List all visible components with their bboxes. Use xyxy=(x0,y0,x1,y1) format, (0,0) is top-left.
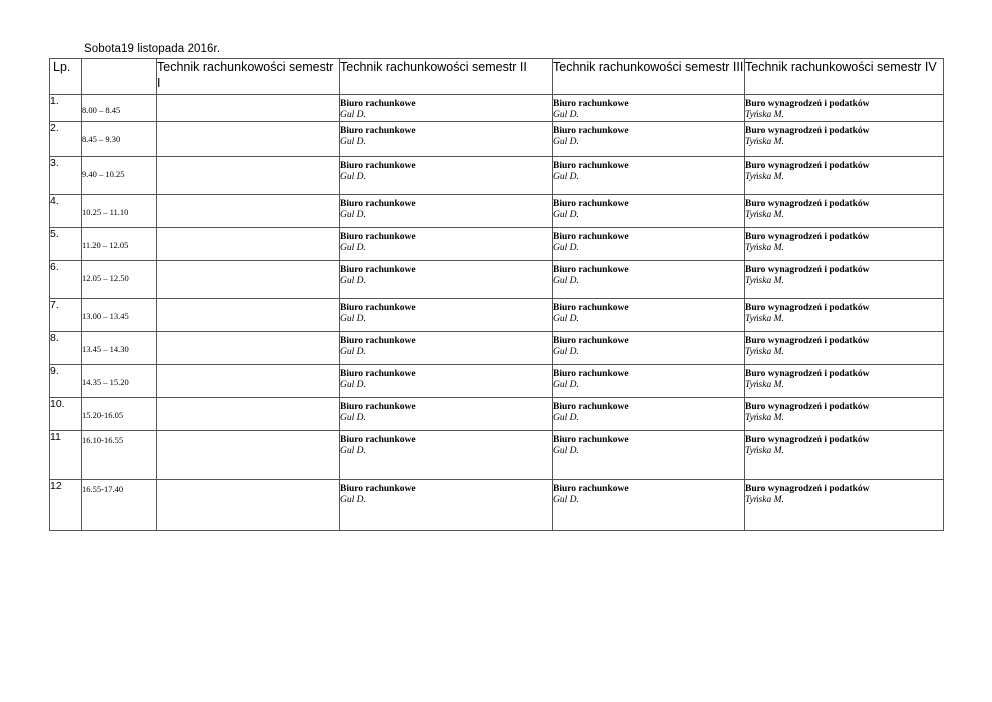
semester-2-cell xyxy=(340,95,553,122)
teacher-name: Gul D. xyxy=(553,413,579,423)
subject-name: Buro wynagrodzeń i podatków xyxy=(745,303,870,313)
lesson-time: 16.10-16.55 xyxy=(82,435,124,445)
teacher-name: Gul D. xyxy=(553,172,579,182)
subject-name: Biuro rachunkowe xyxy=(553,126,629,136)
row-number: 5. xyxy=(50,228,59,240)
row-number-cell xyxy=(50,261,82,299)
time-cell xyxy=(82,95,157,122)
semester-2-cell xyxy=(340,431,553,480)
teacher-name: Gul D. xyxy=(340,172,366,182)
subject-name: Biuro rachunkowe xyxy=(340,265,416,275)
teacher-name: Gul D. xyxy=(340,495,366,505)
lesson-time: 11.20 – 12.05 xyxy=(82,240,129,250)
teacher-name: Gul D. xyxy=(340,314,366,324)
semester-4-cell xyxy=(745,480,944,531)
subject-name: Biuro rachunkowe xyxy=(553,402,629,412)
subject-name: Biuro rachunkowe xyxy=(340,99,416,109)
row-number: 12 xyxy=(50,480,62,492)
semester-3-cell xyxy=(553,157,745,195)
semester-3-cell xyxy=(553,95,745,122)
semester-2-cell xyxy=(340,122,553,157)
time-cell xyxy=(82,365,157,398)
row-number-cell xyxy=(50,122,82,157)
row-number: 8. xyxy=(50,332,59,344)
row-number: 1. xyxy=(50,95,59,107)
schedule-table xyxy=(49,58,944,531)
table-row xyxy=(50,398,944,431)
semester-2-cell xyxy=(340,398,553,431)
teacher-name: Gul D. xyxy=(553,137,579,147)
teacher-name: Tyńska M. xyxy=(745,172,784,182)
lesson-time: 12.05 – 12.50 xyxy=(82,273,129,283)
row-number-cell xyxy=(50,365,82,398)
semester-3-cell xyxy=(553,332,745,365)
teacher-name: Gul D. xyxy=(340,210,366,220)
semester-2-cell xyxy=(340,195,553,228)
semester-3-cell xyxy=(553,365,745,398)
teacher-name: Gul D. xyxy=(553,495,579,505)
table-row xyxy=(50,365,944,398)
table-row xyxy=(50,157,944,195)
semester-2-cell xyxy=(340,332,553,365)
table-row xyxy=(50,261,944,299)
subject-name: Biuro rachunkowe xyxy=(340,369,416,379)
lesson-time: 8.45 – 9.30 xyxy=(82,134,121,144)
subject-name: Biuro rachunkowe xyxy=(340,336,416,346)
row-number-cell xyxy=(50,480,82,531)
teacher-name: Tyńska M. xyxy=(745,276,784,286)
column-header-semester-2: Technik rachunkowości semestr II xyxy=(340,59,553,95)
page-heading: Sobota19 listopada 2016r. xyxy=(84,43,221,55)
row-number: 4. xyxy=(50,195,59,207)
lesson-time: 13.45 – 14.30 xyxy=(82,344,129,354)
teacher-name: Gul D. xyxy=(553,210,579,220)
semester-1-cell xyxy=(157,95,340,122)
table-row xyxy=(50,95,944,122)
semester-1-cell xyxy=(157,365,340,398)
semester-1-cell xyxy=(157,299,340,332)
semester-1-cell xyxy=(157,228,340,261)
semester-3-cell xyxy=(553,431,745,480)
lesson-time: 16.55-17.40 xyxy=(82,484,124,494)
header-row xyxy=(50,59,944,95)
subject-name: Biuro rachunkowe xyxy=(340,199,416,209)
teacher-name: Gul D. xyxy=(340,380,366,390)
subject-name: Biuro rachunkowe xyxy=(340,161,416,171)
subject-name: Buro wynagrodzeń i podatków xyxy=(745,99,870,109)
subject-name: Buro wynagrodzeń i podatków xyxy=(745,402,870,412)
lesson-time: 9.40 – 10.25 xyxy=(82,169,125,179)
teacher-name: Gul D. xyxy=(340,446,366,456)
teacher-name: Gul D. xyxy=(340,110,366,120)
subject-name: Buro wynagrodzeń i podatków xyxy=(745,435,870,445)
row-number-cell xyxy=(50,228,82,261)
teacher-name: Tyńska M. xyxy=(745,446,784,456)
column-header-time xyxy=(82,59,157,95)
teacher-name: Gul D. xyxy=(340,347,366,357)
semester-4-cell xyxy=(745,365,944,398)
subject-name: Buro wynagrodzeń i podatków xyxy=(745,265,870,275)
lesson-time: 14.35 – 15.20 xyxy=(82,377,129,387)
subject-name: Biuro rachunkowe xyxy=(340,484,416,494)
time-cell xyxy=(82,480,157,531)
semester-4-cell xyxy=(745,228,944,261)
teacher-name: Gul D. xyxy=(553,243,579,253)
semester-2-cell xyxy=(340,365,553,398)
row-number-cell xyxy=(50,95,82,122)
teacher-name: Gul D. xyxy=(340,137,366,147)
teacher-name: Tyńska M. xyxy=(745,413,784,423)
subject-name: Biuro rachunkowe xyxy=(553,161,629,171)
table-row xyxy=(50,431,944,480)
semester-2-cell xyxy=(340,261,553,299)
semester-3-cell xyxy=(553,122,745,157)
semester-1-cell xyxy=(157,480,340,531)
subject-name: Biuro rachunkowe xyxy=(553,435,629,445)
table-row xyxy=(50,228,944,261)
subject-name: Buro wynagrodzeń i podatków xyxy=(745,126,870,136)
semester-4-cell xyxy=(745,122,944,157)
semester-4-cell xyxy=(745,332,944,365)
teacher-name: Gul D. xyxy=(340,276,366,286)
semester-1-cell xyxy=(157,122,340,157)
subject-name: Biuro rachunkowe xyxy=(553,232,629,242)
schedule-body xyxy=(50,95,944,531)
lesson-time: 15.20-16.05 xyxy=(82,410,124,420)
semester-1-cell xyxy=(157,332,340,365)
teacher-name: Tyńska M. xyxy=(745,495,784,505)
subject-name: Biuro rachunkowe xyxy=(553,369,629,379)
column-header-semester-4: Technik rachunkowości semestr IV xyxy=(745,59,944,95)
time-cell xyxy=(82,431,157,480)
row-number: 11 xyxy=(50,431,61,443)
subject-name: Buro wynagrodzeń i podatków xyxy=(745,336,870,346)
column-header-lp: Lp. xyxy=(50,59,82,95)
row-number-cell xyxy=(50,431,82,480)
teacher-name: Tyńska M. xyxy=(745,137,784,147)
lesson-time: 8.00 – 8.45 xyxy=(82,105,121,115)
teacher-name: Gul D. xyxy=(553,276,579,286)
teacher-name: Gul D. xyxy=(553,446,579,456)
semester-3-cell xyxy=(553,299,745,332)
semester-2-cell xyxy=(340,480,553,531)
semester-3-cell xyxy=(553,398,745,431)
semester-1-cell xyxy=(157,261,340,299)
row-number-cell xyxy=(50,195,82,228)
semester-1-cell xyxy=(157,398,340,431)
table-row xyxy=(50,299,944,332)
subject-name: Biuro rachunkowe xyxy=(340,126,416,136)
semester-1-cell xyxy=(157,195,340,228)
row-number-cell xyxy=(50,398,82,431)
subject-name: Buro wynagrodzeń i podatków xyxy=(745,484,870,494)
lesson-time: 10.25 – 11.10 xyxy=(82,207,129,217)
subject-name: Buro wynagrodzeń i podatków xyxy=(745,199,870,209)
semester-4-cell xyxy=(745,431,944,480)
semester-4-cell xyxy=(745,195,944,228)
subject-name: Biuro rachunkowe xyxy=(553,303,629,313)
teacher-name: Gul D. xyxy=(553,314,579,324)
semester-4-cell xyxy=(745,299,944,332)
teacher-name: Tyńska M. xyxy=(745,347,784,357)
row-number: 9. xyxy=(50,365,59,377)
time-cell xyxy=(82,195,157,228)
semester-4-cell xyxy=(745,398,944,431)
teacher-name: Gul D. xyxy=(553,380,579,390)
teacher-name: Gul D. xyxy=(340,243,366,253)
subject-name: Biuro rachunkowe xyxy=(340,303,416,313)
table-row xyxy=(50,195,944,228)
semester-4-cell xyxy=(745,157,944,195)
subject-name: Buro wynagrodzeń i podatków xyxy=(745,161,870,171)
semester-3-cell xyxy=(553,480,745,531)
row-number: 10. xyxy=(50,398,65,410)
row-number: 7. xyxy=(50,299,59,311)
teacher-name: Gul D. xyxy=(553,347,579,357)
teacher-name: Tyńska M. xyxy=(745,243,784,253)
subject-name: Buro wynagrodzeń i podatków xyxy=(745,232,870,242)
semester-3-cell xyxy=(553,228,745,261)
semester-4-cell xyxy=(745,95,944,122)
subject-name: Biuro rachunkowe xyxy=(340,232,416,242)
time-cell xyxy=(82,157,157,195)
teacher-name: Gul D. xyxy=(340,413,366,423)
semester-4-cell xyxy=(745,261,944,299)
row-number: 2. xyxy=(50,122,59,134)
subject-name: Biuro rachunkowe xyxy=(553,484,629,494)
semester-2-cell xyxy=(340,228,553,261)
semester-3-cell xyxy=(553,195,745,228)
time-cell xyxy=(82,122,157,157)
subject-name: Biuro rachunkowe xyxy=(553,199,629,209)
time-cell xyxy=(82,299,157,332)
table-row xyxy=(50,122,944,157)
subject-name: Buro wynagrodzeń i podatków xyxy=(745,369,870,379)
table-row xyxy=(50,480,944,531)
semester-2-cell xyxy=(340,157,553,195)
row-number: 3. xyxy=(50,157,59,169)
subject-name: Biuro rachunkowe xyxy=(340,435,416,445)
table-row xyxy=(50,332,944,365)
row-number: 6. xyxy=(50,261,59,273)
semester-3-cell xyxy=(553,261,745,299)
subject-name: Biuro rachunkowe xyxy=(553,265,629,275)
teacher-name: Tyńska M. xyxy=(745,314,784,324)
row-number-cell xyxy=(50,332,82,365)
time-cell xyxy=(82,261,157,299)
column-header-semester-3: Technik rachunkowości semestr III xyxy=(553,59,745,95)
lesson-time: 13.00 – 13.45 xyxy=(82,311,129,321)
subject-name: Biuro rachunkowe xyxy=(340,402,416,412)
semester-1-cell xyxy=(157,431,340,480)
column-header-semester-1: Technik rachunkowości semestr I xyxy=(157,59,340,95)
time-cell xyxy=(82,398,157,431)
semester-2-cell xyxy=(340,299,553,332)
time-cell xyxy=(82,228,157,261)
subject-name: Biuro rachunkowe xyxy=(553,336,629,346)
teacher-name: Tyńska M. xyxy=(745,210,784,220)
teacher-name: Tyńska M. xyxy=(745,380,784,390)
subject-name: Biuro rachunkowe xyxy=(553,99,629,109)
teacher-name: Tyńska M. xyxy=(745,110,784,120)
teacher-name: Gul D. xyxy=(553,110,579,120)
semester-1-cell xyxy=(157,157,340,195)
time-cell xyxy=(82,332,157,365)
row-number-cell xyxy=(50,299,82,332)
row-number-cell xyxy=(50,157,82,195)
